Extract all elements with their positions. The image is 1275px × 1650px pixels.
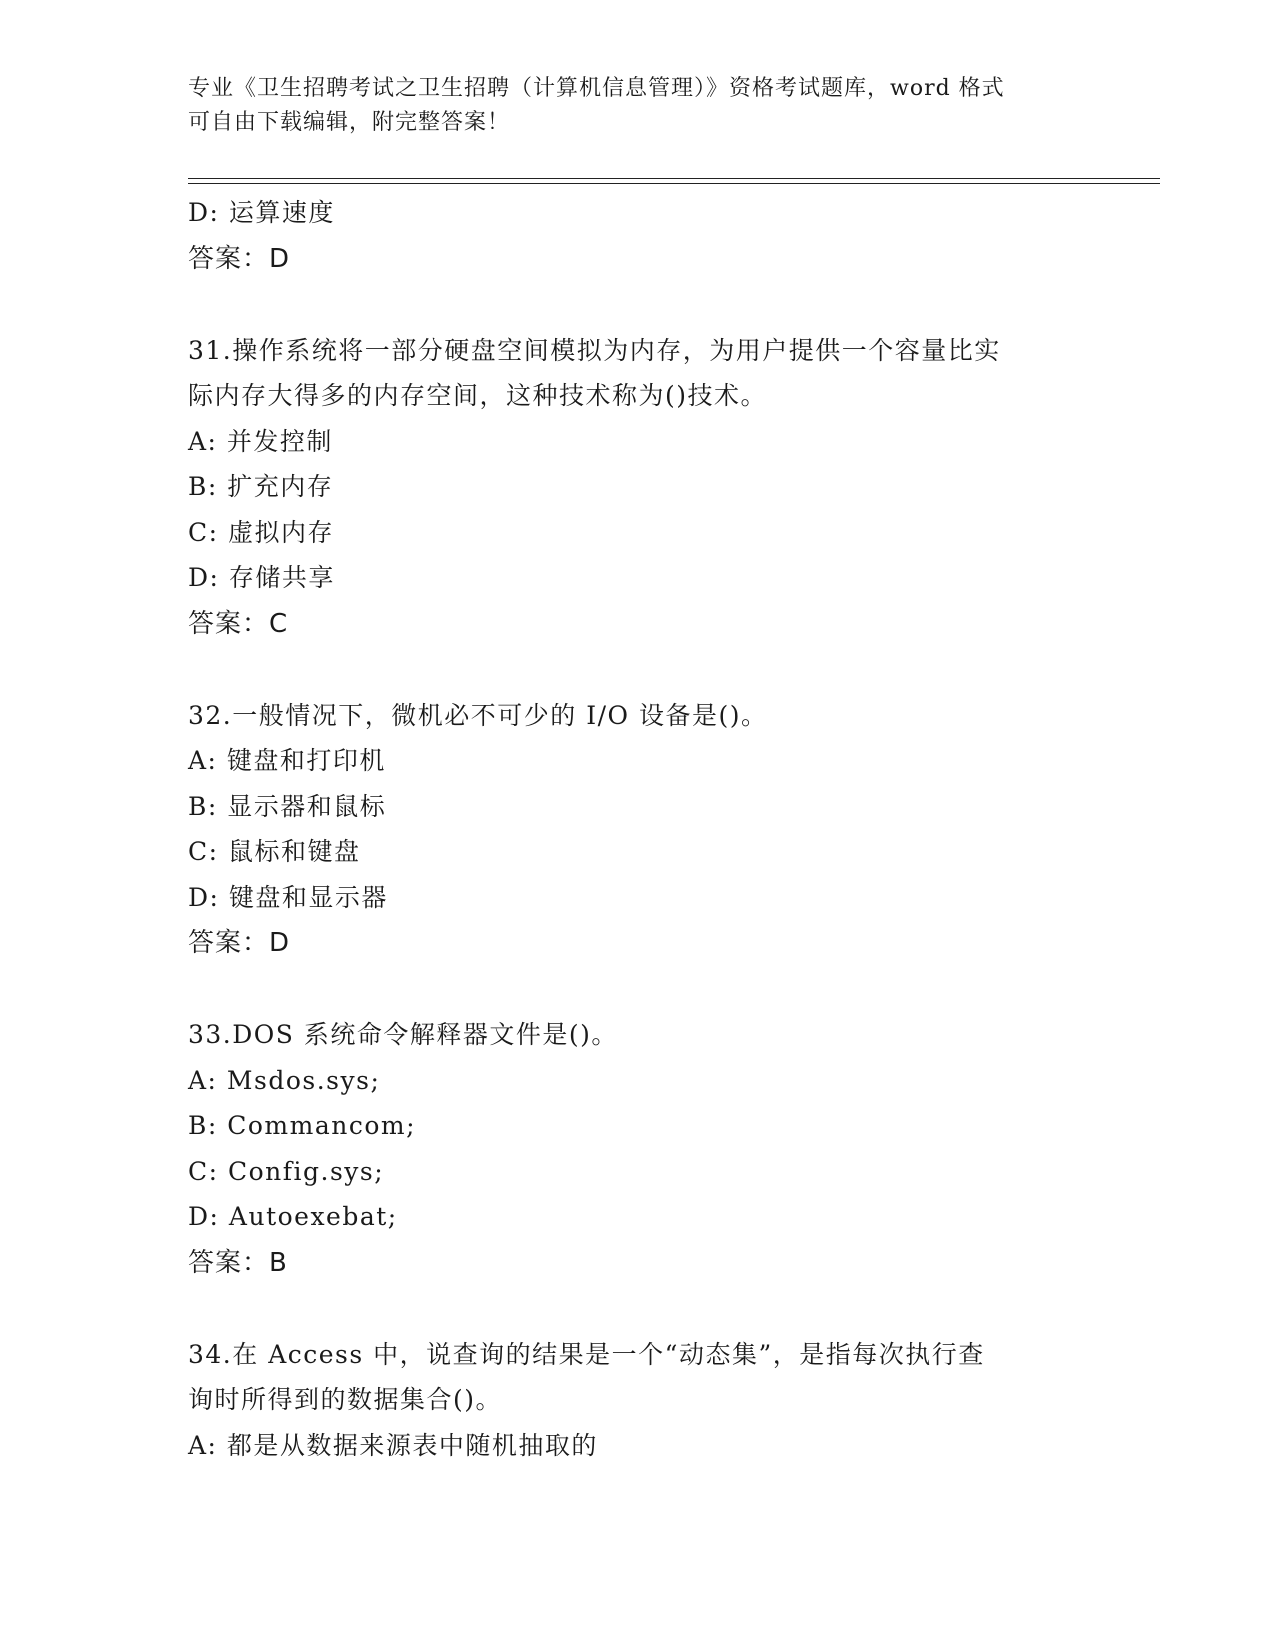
- question-32: [188, 693, 1088, 967]
- header-divider-top: [188, 178, 1160, 179]
- question-content: [188, 190, 1088, 1468]
- option-d: D: Autoexebat;: [188, 1202, 398, 1231]
- question-stem-line-1: 33.DOS 系统命令解释器文件是()。: [188, 1020, 618, 1049]
- carryover-answer: 答案：D: [188, 243, 291, 274]
- question-stem-line-1: 32.一般情况下，微机必不可少的 I/O 设备是()。: [188, 700, 768, 730]
- page-header: [188, 72, 1088, 140]
- question-stem-line-2: 询时所得到的数据集合()。: [188, 1385, 503, 1414]
- question-stem-line-2: 际内存大得多的内存空间，这种技术称为()技术。: [188, 381, 768, 410]
- header-line-1: 专业《卫生招聘考试之卫生招聘（计算机信息管理）》资格考试题库，word 格式: [188, 76, 1005, 101]
- option-c: C: 鼠标和键盘: [188, 837, 361, 866]
- option-c: C: Config.sys;: [188, 1156, 385, 1186]
- option-a: A: 都是从数据来源表中随机抽取的: [188, 1430, 598, 1460]
- option-a: A: 并发控制: [188, 426, 333, 456]
- option-b: B: 扩充内存: [188, 472, 334, 501]
- option-d: D: 存储共享: [188, 563, 335, 592]
- question-stem-line-1: 34.在 Access 中，说查询的结果是一个“动态集”，是指每次执行查: [188, 1339, 985, 1369]
- carryover-option-d: D: 运算速度: [188, 198, 335, 227]
- question-33: [188, 1012, 1088, 1286]
- option-b: B: 显示器和鼠标: [188, 791, 387, 821]
- option-a: A: Msdos.sys;: [188, 1065, 381, 1095]
- answer: 答案：D: [188, 928, 291, 958]
- header-line-2: 可自由下载编辑，附完整答案！: [188, 110, 511, 135]
- option-c: C: 虚拟内存: [188, 517, 334, 547]
- question-stem-line-1: 31.操作系统将一部分硬盘空间模拟为内存，为用户提供一个容量比实: [188, 335, 1001, 365]
- option-a: A: 键盘和打印机: [188, 746, 386, 775]
- answer: 答案：C: [188, 608, 289, 639]
- question-34: [188, 1332, 1088, 1469]
- option-b: B: Commancom;: [188, 1111, 417, 1140]
- answer: 答案：B: [188, 1247, 288, 1278]
- question-31: [188, 328, 1088, 647]
- option-d: D: 键盘和显示器: [188, 882, 388, 912]
- header-divider-bottom: [188, 183, 1160, 184]
